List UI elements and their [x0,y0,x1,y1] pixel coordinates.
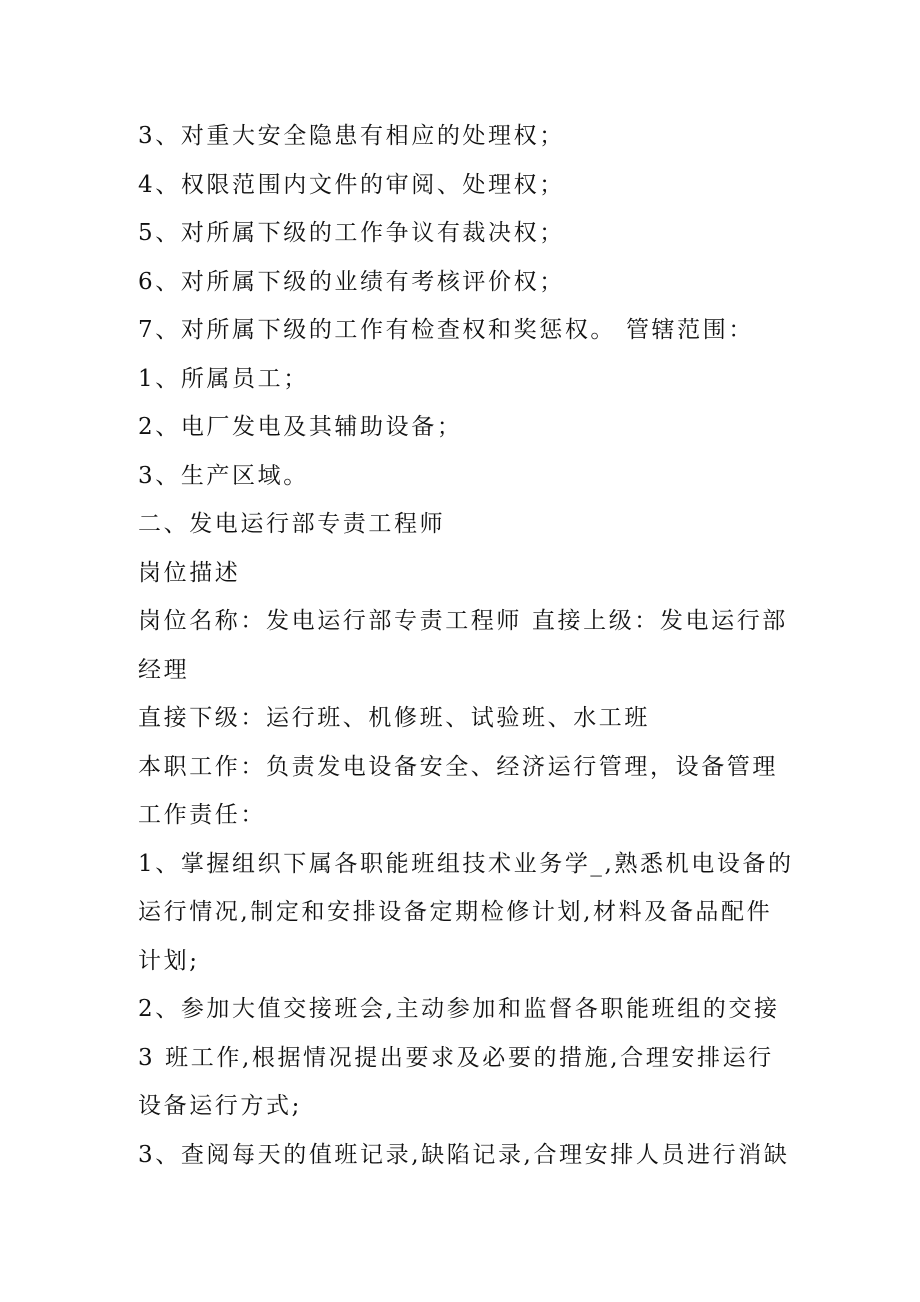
text-line: 岗位名称：发电运行部专责工程师 直接上级：发电运行部 [138,608,788,634]
text-line: 6、对所属下级的业绩有考核评价权； [138,268,565,295]
text-line: 3、对重大安全隐患有相应的处理权； [138,123,565,149]
text-line: 5、对所属下级的工作争议有裁决权； [138,220,565,246]
text-line: 1、掌握组织下属各职能班组技术业务学_,熟悉机电设备的 [138,850,794,877]
text-line: 岗位描述 [138,559,241,586]
text-line: 设备运行方式; [138,1093,302,1119]
text-line: 3 班工作,根据情况提出要求及必要的措施,合理安排运行 [138,1044,774,1071]
document-body [138,112,794,1179]
section-heading: 二、发电运行部专责工程师 [138,511,446,537]
text-line: 工作责任： [138,802,266,828]
text-line: 2、参加大值交接班会,主动参加和监督各职能班组的交接 [138,996,780,1022]
text-line: 2、电厂发电及其辅助设备； [138,414,463,440]
text-line: 直接下级：运行班、机修班、试验班、水工班 [138,705,650,731]
text-line: 4、权限范围内文件的审阅、处理权； [138,171,565,198]
text-line: 计划; [138,947,200,974]
text-line: 本职工作：负责发电设备安全、经济运行管理，设备管理 [138,753,778,780]
text-line: 3、生产区域。 [138,462,309,489]
text-line: 3、查阅每天的值班记录,缺陷记录,合理安排人员进行消缺 [138,1141,790,1168]
text-line: 运行情况,制定和安排设备定期检修计划,材料及备品配件 [138,899,773,925]
text-line: 1、所属员工； [138,365,309,392]
text-line: 7、对所属下级的工作有检查权和奖惩权。 管辖范围： [138,317,754,343]
text-line: 经理 [138,656,190,683]
